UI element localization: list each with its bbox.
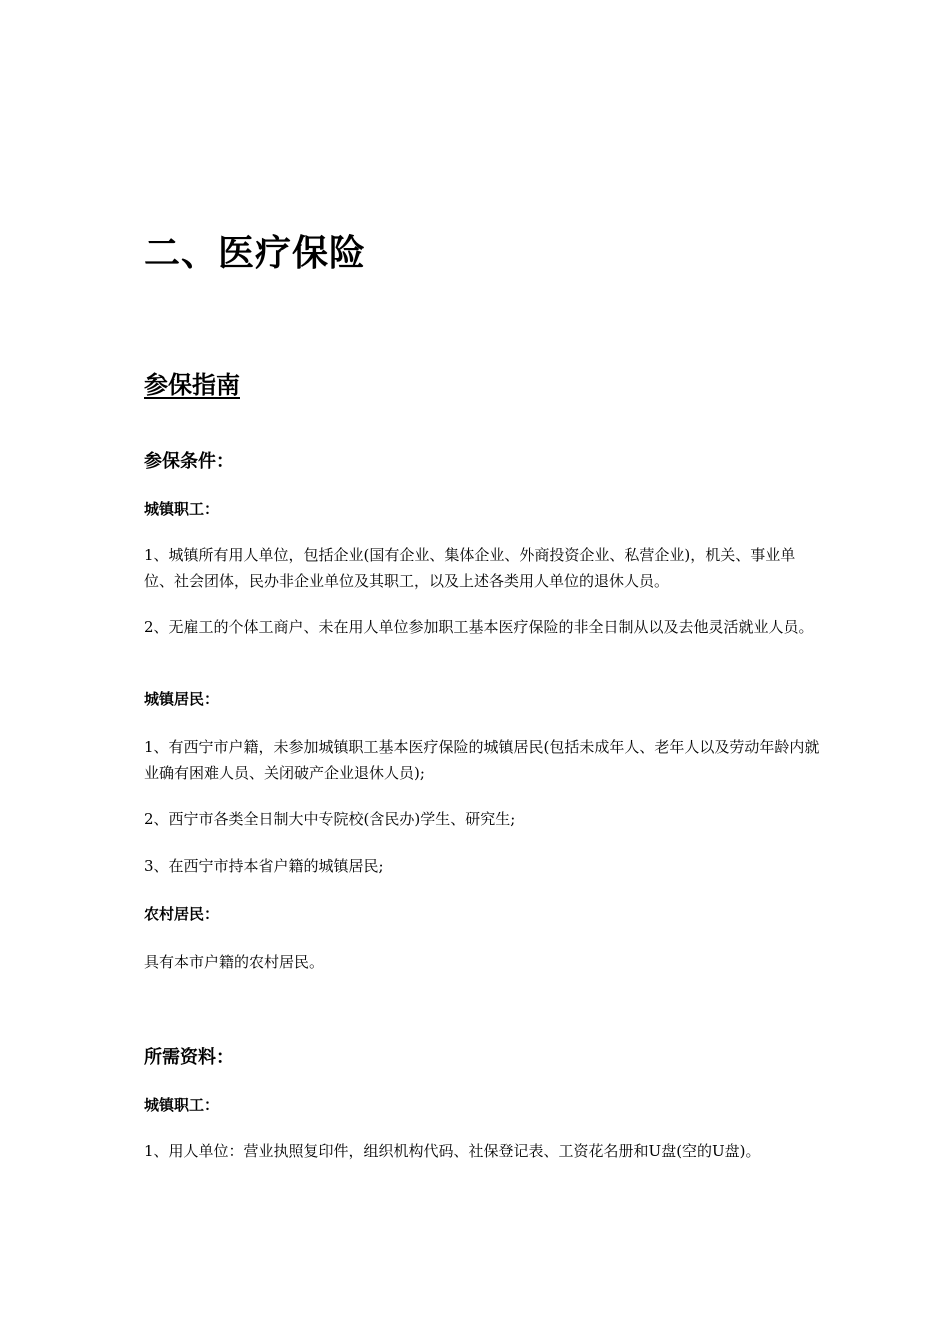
document-title: 二、医疗保险 — [144, 233, 367, 274]
materials-heading: 所需资料： — [144, 1047, 234, 1068]
conditions-urban-workers-item-2: 2、无雇工的个体工商户、未在用人单位参加职工基本医疗保险的非全日制从以及去他灵活就业人员。 — [144, 618, 814, 636]
conditions-rural-residents-label: 农村居民： — [144, 905, 220, 923]
conditions-urban-residents-item-2: 2、西宁市各类全日制大中专院校(含民办)学生、研究生; — [144, 810, 516, 828]
conditions-rural-residents-text: 具有本市户籍的农村居民。 — [144, 953, 325, 971]
conditions-urban-workers-label: 城镇职工： — [144, 500, 220, 518]
materials-urban-workers-item-1: 1、用人单位：营业执照复印件，组织机构代码、社保登记表、工资花名册和U盘(空的U盘)。 — [144, 1142, 761, 1160]
conditions-urban-residents-label: 城镇居民： — [144, 690, 220, 708]
materials-urban-workers-label: 城镇职工： — [144, 1096, 220, 1114]
section-title: 参保指南 — [144, 371, 240, 399]
conditions-urban-workers-item-1: 1、城镇所有用人单位，包括企业(国有企业、集体企业、外商投资企业、私营企业)，机关、事业单位、社会团体，民办非企业单位及其职工，以及上述各类用人单位的退休人员。 — [144, 546, 796, 590]
conditions-urban-residents-item-1: 1、有西宁市户籍，未参加城镇职工基本医疗保险的城镇居民(包括未成年人、老年人以及劳动年龄内就业确有困难人员、关闭破产企业退休人员); — [144, 738, 820, 782]
conditions-urban-residents-item-3: 3、在西宁市持本省户籍的城镇居民; — [144, 857, 384, 875]
conditions-heading: 参保条件： — [144, 451, 234, 472]
